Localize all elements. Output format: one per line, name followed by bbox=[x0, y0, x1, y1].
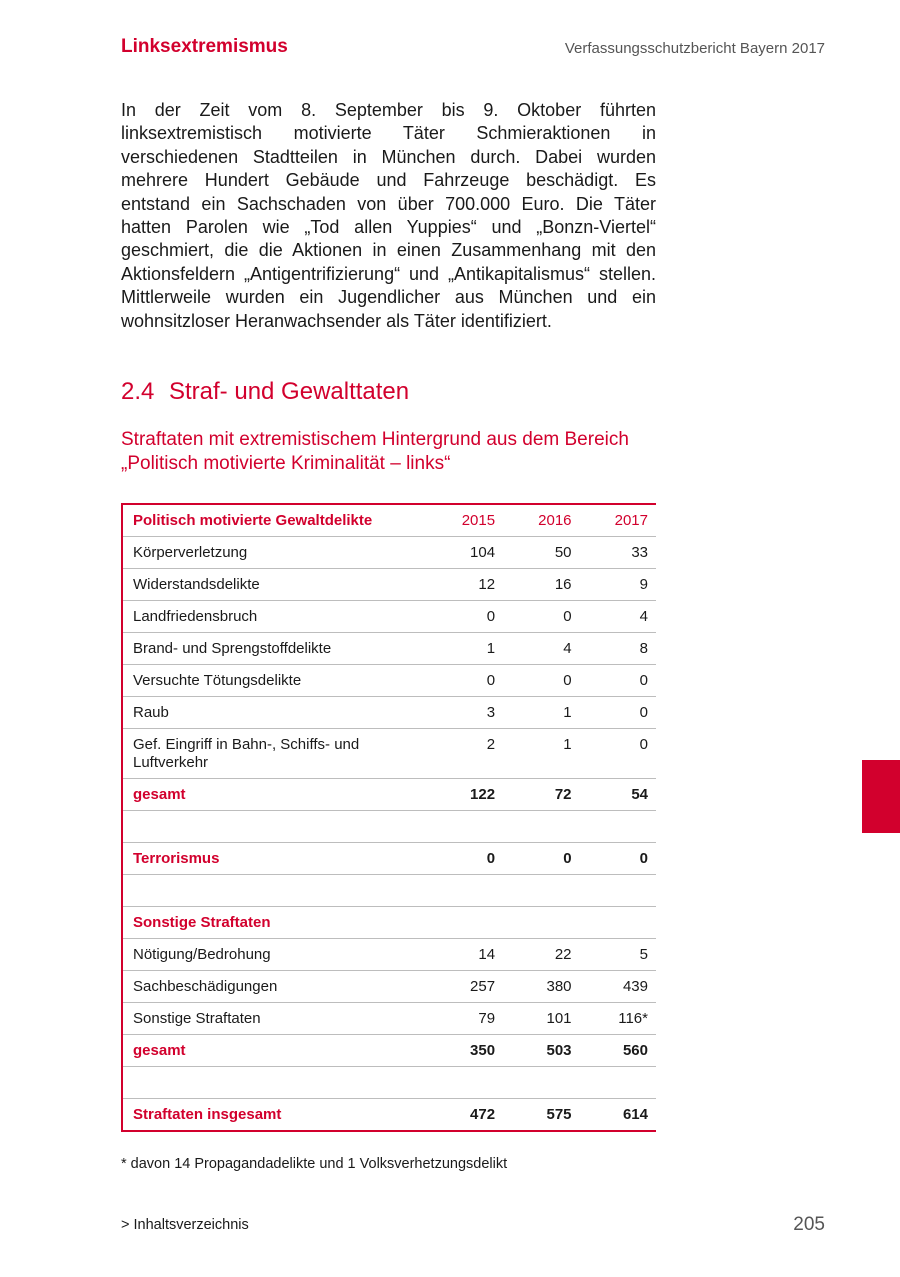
row-label: Straftaten insgesamt bbox=[133, 1106, 282, 1123]
table-footnote: * davon 14 Propagandadelikte und 1 Volksverhetzungsdelikt bbox=[121, 1156, 508, 1172]
row-label: Gef. Eingriff in Bahn-, Schiffs- und Luftverkehr bbox=[123, 729, 427, 779]
row-value-2015: 2 bbox=[427, 729, 503, 779]
publication-title: Verfassungsschutzbericht Bayern 2017 bbox=[564, 40, 825, 57]
chapter-title: Linksextremismus bbox=[121, 36, 288, 57]
section-heading bbox=[121, 378, 409, 406]
row-value-2015: 0 bbox=[427, 843, 503, 875]
row-value-2017: 0 bbox=[580, 665, 656, 697]
row-value-2016: 50 bbox=[503, 537, 579, 569]
row-label: Widerstandsdelikte bbox=[123, 569, 427, 601]
row-value-2017: 33 bbox=[580, 537, 656, 569]
row-value-2016: 22 bbox=[503, 939, 579, 971]
table-row bbox=[123, 1003, 656, 1035]
row-value-2017: 4 bbox=[580, 601, 656, 633]
row-label: Körperverletzung bbox=[123, 537, 427, 569]
row-value-2015: 0 bbox=[427, 665, 503, 697]
row-value-2016: 503 bbox=[503, 1035, 579, 1067]
table-spacer-row bbox=[123, 1067, 656, 1099]
row-value-2017: 116* bbox=[580, 1003, 656, 1035]
row-value-2015: 257 bbox=[427, 971, 503, 1003]
row-value-2015: 122 bbox=[427, 779, 503, 811]
row-label: gesamt bbox=[123, 779, 427, 811]
section-title-text: Straf- und Gewalttaten bbox=[169, 378, 410, 405]
row-label: Terrorismus bbox=[123, 843, 427, 875]
row-label: Sonstige Straftaten bbox=[123, 907, 656, 939]
table-row bbox=[123, 569, 656, 601]
row-value-2016: 0 bbox=[503, 843, 579, 875]
row-value-2017: 439 bbox=[580, 971, 656, 1003]
row-value-2016: 101 bbox=[503, 1003, 579, 1035]
row-value-2017: 0 bbox=[580, 697, 656, 729]
row-value-2017: 0 bbox=[580, 843, 656, 875]
row-value-2016: 575 bbox=[546, 1106, 572, 1123]
row-value-2015: 0 bbox=[427, 601, 503, 633]
table-row bbox=[123, 697, 656, 729]
row-value-2016: 0 bbox=[503, 665, 579, 697]
header-label: Politisch motivierte Gewaltdelikte bbox=[123, 505, 427, 537]
table-row bbox=[123, 601, 656, 633]
table-row bbox=[123, 939, 656, 971]
row-value-2016: 380 bbox=[503, 971, 579, 1003]
row-value-2017: 0 bbox=[580, 729, 656, 779]
table-row bbox=[123, 537, 656, 569]
row-value-2016: 1 bbox=[503, 729, 579, 779]
table-row bbox=[123, 633, 656, 665]
table-row bbox=[123, 665, 656, 697]
row-value-2016: 16 bbox=[503, 569, 579, 601]
table-header-row bbox=[123, 505, 656, 537]
row-value-2017: 5 bbox=[580, 939, 656, 971]
header-year-2016: 2016 bbox=[503, 505, 579, 537]
table-grand-total-row bbox=[123, 1099, 656, 1131]
table-total-row bbox=[123, 843, 656, 875]
table-row bbox=[123, 729, 656, 779]
row-value-2015: 350 bbox=[427, 1035, 503, 1067]
table-row bbox=[123, 971, 656, 1003]
section-number: 2.4 bbox=[121, 378, 155, 405]
row-value-2015: 12 bbox=[427, 569, 503, 601]
row-label: Sachbeschädigungen bbox=[123, 971, 427, 1003]
table-spacer-row bbox=[123, 811, 656, 843]
table-title: Straftaten mit extremistischem Hintergrund aus dem Bereich „Politisch motivierte Kriminalität – links“ bbox=[121, 429, 629, 474]
row-value-2016: 0 bbox=[503, 601, 579, 633]
chapter-side-tab bbox=[862, 760, 900, 833]
row-value-2016: 4 bbox=[503, 633, 579, 665]
statistics-table bbox=[121, 503, 656, 1132]
body-paragraph: In der Zeit vom 8. September bis 9. Oktober führten linksextremistisch motivierte Täter Schmieraktionen in verschiedenen Stadtteilen in München durch. Dabei wurden mehrere Hundert Gebäude und Fahrzeuge beschädigt. Es entstand ein Sachschaden von über 700.000 Euro. Die Täter hatten Parolen wie „Tod allen Yuppies“ und „Bonzn-Viertel“ geschmiert, die die Aktionen in einen Zusammenhang mit den Aktionsfeldern „Antigentrifizierung“ und „Antikapitalismus“ stellen. Mittlerweile wurden ein Jugendlicher aus München und ein wohnsitzloser Heranwachsender als Täter identifiziert. bbox=[121, 100, 656, 331]
table-total-row bbox=[123, 779, 656, 811]
table-spacer-row bbox=[123, 875, 656, 907]
row-value-2016: 72 bbox=[503, 779, 579, 811]
toc-link[interactable]: > Inhaltsverzeichnis bbox=[121, 1217, 249, 1233]
table-section-heading-row bbox=[123, 907, 656, 939]
page-number: 205 bbox=[793, 1214, 825, 1235]
row-label: Raub bbox=[123, 697, 427, 729]
header-year-2015: 2015 bbox=[427, 505, 503, 537]
row-value-2017: 614 bbox=[622, 1106, 648, 1123]
row-label: Landfriedensbruch bbox=[123, 601, 427, 633]
row-value-2016: 1 bbox=[503, 697, 579, 729]
row-value-2015: 472 bbox=[470, 1106, 496, 1123]
row-value-2015: 79 bbox=[427, 1003, 503, 1035]
row-label: Nötigung/Bedrohung bbox=[123, 939, 427, 971]
row-value-2015: 14 bbox=[427, 939, 503, 971]
row-value-2015: 104 bbox=[427, 537, 503, 569]
row-label: Sonstige Straftaten bbox=[123, 1003, 427, 1035]
header-year-2017: 2017 bbox=[580, 505, 656, 537]
row-label: Versuchte Tötungsdelikte bbox=[123, 665, 427, 697]
row-label: gesamt bbox=[123, 1035, 427, 1067]
table-total-row bbox=[123, 1035, 656, 1067]
row-value-2017: 560 bbox=[580, 1035, 656, 1067]
row-value-2017: 54 bbox=[580, 779, 656, 811]
row-value-2017: 8 bbox=[580, 633, 656, 665]
row-value-2015: 1 bbox=[427, 633, 503, 665]
row-label: Brand- und Sprengstoffdelikte bbox=[123, 633, 427, 665]
row-value-2017: 9 bbox=[580, 569, 656, 601]
row-value-2015: 3 bbox=[427, 697, 503, 729]
